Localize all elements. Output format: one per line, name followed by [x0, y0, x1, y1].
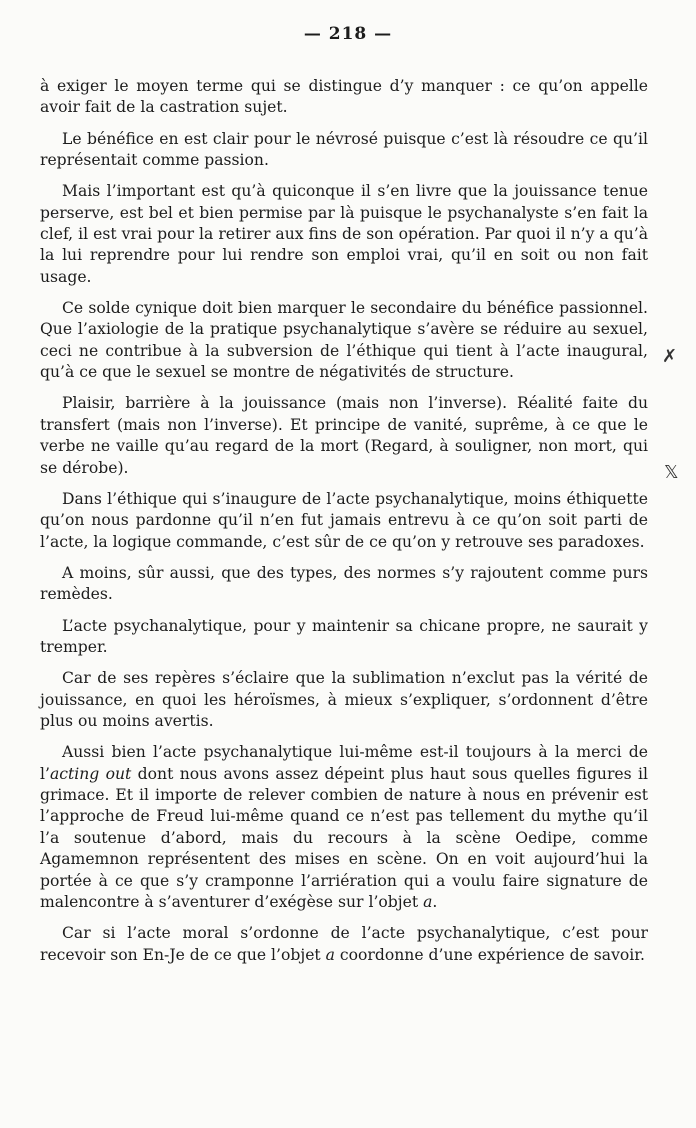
- paragraph-text: coordonne d’une expérience de savoir.: [334, 945, 645, 964]
- paragraph-text: Le bénéfice en est clair pour le névrosé puisque c’est là résoudre ce qu’il représentait comme passion.: [40, 129, 648, 170]
- paragraph-7: [40, 563, 648, 606]
- paragraph-5: [40, 393, 648, 479]
- paragraph-text: Plaisir, barrière à la jouissance (mais non l’inverse). Réalité faite du transfert (mais non l’inverse). Et principe de vanité, suprême, à ce que le verbe ne vaille qu’au regard de la mort (Regard, à souligner, non mort, qui se dérobe).: [40, 394, 648, 477]
- text-column: [40, 76, 648, 976]
- paragraph-text: Ce solde cynique doit bien marquer le secondaire du bénéfice passionnel. Que l’axiologie de la pratique psychanalytique s’avère se réduire au sexuel, ceci ne contribue à la subversion de l’éthique qui tient à l’acte inaugural, qu’à ce que le sexuel se montre de négativités de structure.: [40, 299, 648, 382]
- paragraph-11: [40, 923, 648, 966]
- paragraph-text: Aussi bien l’acte psychanalytique lui-même est-il toujours à la merci de l’: [40, 743, 648, 783]
- paragraph-text: L’acte psychanalytique, pour y maintenir sa chicane propre, ne saurait y tremper.: [40, 616, 648, 656]
- margin-annotation-1: ✗: [662, 346, 678, 367]
- paragraph-text: Dans l’éthique qui s’inaugure de l’acte psychanalytique, moins éthiquette qu’on nous pardonne qu’il n’en fut jamais entrevu à ce qu’on soit parti de l’acte, la logique commande, c’est sûr de ce qu’on y retrouve ses paradoxes.: [40, 489, 648, 551]
- paragraph-text: dont nous avons assez dépeint plus haut sous quelles figures il grimace. Et il importe de relever combien de nature à nous en prévenir est l’approche de Freud lui-même quand ce n’est pas tellement du mythe qu’il l’a soutenue d’abord, mais du recours à la scène Oedipe, comme Agamemnon représentent des mises en scène. On en voit aujourd’hui la portée à ce que s’y cramponne l’arriération qui a voulu faire signature de malencontre à s’aventurer d’exégèse sur l’objet: [40, 764, 648, 911]
- paragraph-8: [40, 616, 648, 659]
- paragraph-text: Car de ses repères s’éclaire que la sublimation n’exclut pas la vérité de jouissance, en quoi les héroïsmes, à mieux s’expliquer, s’ordonnent d’être plus ou moins avertis.: [40, 669, 648, 730]
- paragraph-1: [40, 76, 648, 119]
- paragraph-9: [40, 668, 648, 732]
- paragraph-4: [40, 298, 648, 384]
- paragraph-text: Mais l’important est qu’à quiconque il s’en livre que la jouissance tenue perserve, est bel et bien permise par là puisque le psychanalyste s’en fait la clef, il est vrai pour la retirer aux fins de son opération. Par quoi il n’y a qu’à la lui reprendre pour lui rendre son emploi vrai, qu’il en soit ou non fait usage.: [40, 182, 648, 286]
- paragraph-text: .: [432, 892, 438, 911]
- italic-term: a: [325, 945, 335, 964]
- paragraph-text: à exiger le moyen terme qui se distingue d’y manquer : ce qu’on appelle avoir fait de la castration sujet.: [40, 77, 648, 117]
- paragraph-text: A moins, sûr aussi, que des types, des normes s’y rajoutent comme purs remèdes.: [40, 563, 648, 604]
- paragraph-text: Car si l’acte moral s’ordonne de l’acte psychanalytique, c’est pour recevoir son En-Je de ce que l’objet: [40, 924, 648, 964]
- italic-term: acting out: [49, 764, 132, 783]
- margin-annotation-2: 𝕏: [664, 462, 679, 483]
- paragraph-3: [40, 181, 648, 288]
- paragraph-6: [40, 489, 648, 553]
- italic-term: a: [423, 892, 433, 911]
- paragraph-2: [40, 129, 648, 172]
- page-number: — 218 —: [303, 24, 393, 44]
- paragraph-10: [40, 742, 648, 913]
